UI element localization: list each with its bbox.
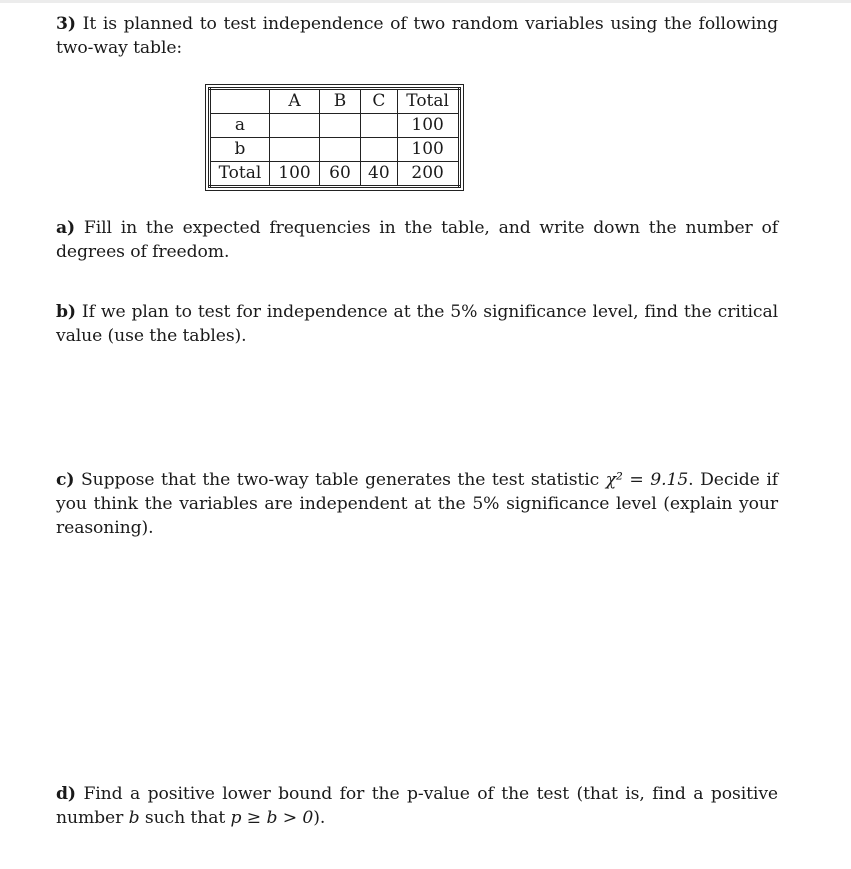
- table-header-cell: [210, 89, 270, 114]
- part-c-label: c): [56, 470, 75, 490]
- part-c: [56, 468, 778, 540]
- page-top-edge: [0, 0, 851, 3]
- table-row-label: b: [210, 138, 270, 162]
- table-cell: 100: [270, 162, 320, 187]
- table-row: [210, 162, 460, 187]
- part-c-text-after: . Decide if you think the variables are independent at the 5% significance level (explain your reasoning).: [56, 470, 778, 538]
- table-cell: 100: [397, 114, 459, 138]
- part-b: [56, 300, 778, 348]
- part-d-math-inequality: p ≥ b > 0: [230, 808, 314, 828]
- part-d-text-before: Find a positive lower bound for the p-value of the test (that is, find a positive number: [56, 784, 779, 828]
- part-d: [56, 782, 778, 830]
- part-a-label: a): [56, 218, 76, 238]
- question-number: 3): [56, 14, 76, 34]
- part-b-label: b): [56, 302, 76, 322]
- table-cell: [320, 114, 361, 138]
- table-header-cell: B: [320, 89, 361, 114]
- table-cell: 60: [320, 162, 361, 187]
- table-cell: [270, 138, 320, 162]
- part-d-text-mid: such that: [139, 808, 231, 828]
- two-way-table-frame: [205, 84, 464, 191]
- part-b-text: If we plan to test for independence at the 5% significance level, find the critical value (use the tables).: [56, 302, 778, 346]
- question-intro: [56, 12, 778, 60]
- table-cell: [361, 138, 398, 162]
- table-row: [210, 114, 460, 138]
- part-d-label: d): [56, 784, 76, 804]
- table-header-cell: Total: [397, 89, 459, 114]
- question-intro-text: It is planned to test independence of two random variables using the following two-way table:: [56, 14, 778, 58]
- part-d-math-b: b: [128, 808, 140, 828]
- table-row-label: a: [210, 114, 270, 138]
- table-cell: 200: [397, 162, 459, 187]
- table-row: [210, 138, 460, 162]
- table-header-row: [210, 89, 460, 114]
- table-header-cell: C: [361, 89, 398, 114]
- table-cell: 40: [361, 162, 398, 187]
- part-c-text-before: Suppose that the two-way table generates the test statistic: [80, 470, 606, 490]
- part-c-chi-square-value: χ² = 9.15: [605, 470, 689, 490]
- part-a: [56, 216, 778, 264]
- table-cell: [361, 114, 398, 138]
- table-header-cell: A: [270, 89, 320, 114]
- table-row-label: Total: [210, 162, 270, 187]
- table-cell: [270, 114, 320, 138]
- table-cell: [320, 138, 361, 162]
- two-way-table: [208, 87, 461, 188]
- table-cell: 100: [397, 138, 459, 162]
- part-a-text: Fill in the expected frequencies in the table, and write down the number of degrees of freedom.: [56, 218, 778, 262]
- part-d-text-after: ).: [313, 808, 326, 828]
